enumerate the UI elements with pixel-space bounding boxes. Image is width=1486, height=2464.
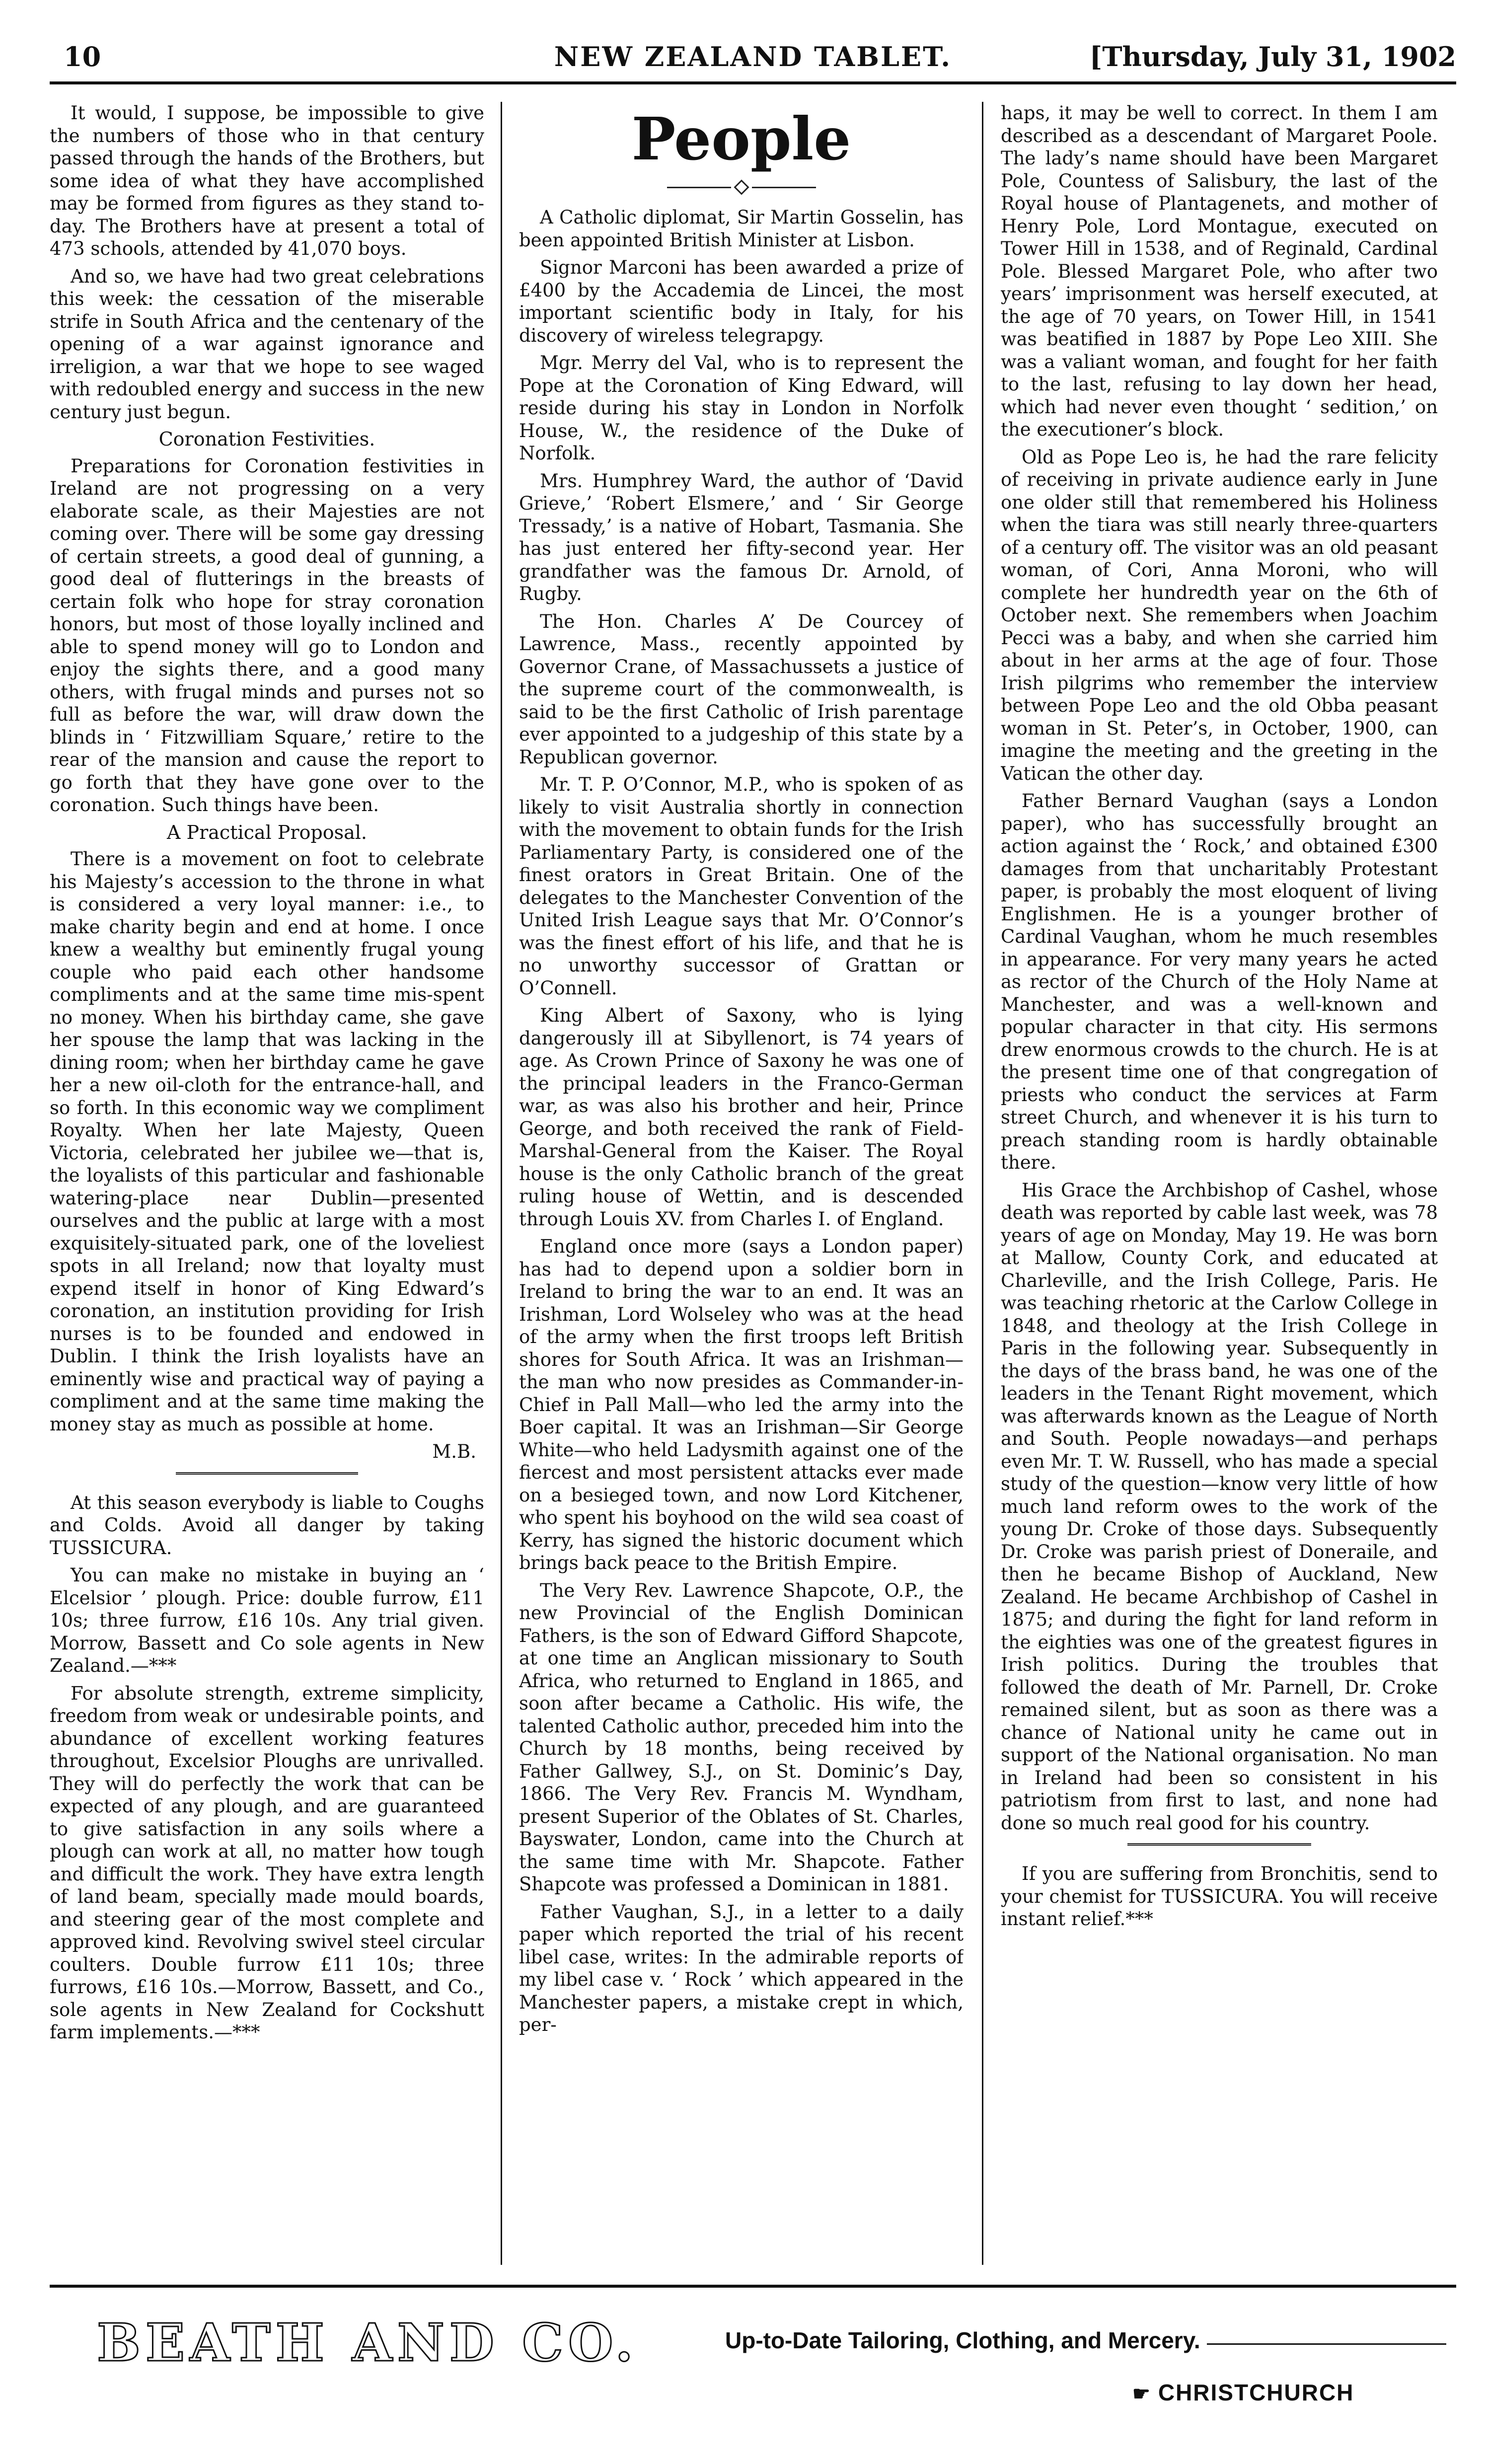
people-item: Mrs. Humphrey Ward, the author of ‘David Grieve,’ ‘Robert Elsmere,’ and ‘ Sir George Tressady,’ is a native of Hobart, Tasmania. She has just entered her fifty-second year. Her grandfather was the famous Dr. Arnold, of Rugby. bbox=[519, 470, 964, 604]
people-item: The Very Rev. Lawrence Shapcote, O.P., the new Provincial of the English Dominican Fathers, is the son of Edward Gifford Shapcote, at one time an Anglican missionary to South Africa, who returned to England in 1865, and soon after became a Catholic. His wife, the talented Catholic author, preceded him into the Church by 18 months, being received by Father Gallwey, S.J., on St. Dominic’s Day, 1866. The Very Rev. Francis M. Wyndham, present Superior of the Oblates of St. Charles, Bayswater, London, came into the Church at the same time with Mr. Shapcote. Father Shapcote was professed a Dominican in 1881. bbox=[519, 1579, 964, 1895]
diamond-ornament bbox=[734, 179, 749, 195]
people-item: His Grace the Archbishop of Cashel, whose death was reported by cable last week, was 78 years of age on Monday, May 19. He was born at Mallow, County Cork, and educated at Charleville, and the Irish College, Paris. He was teaching rhetoric at the Carlow College in 1848, and theology at the Irish College in Paris in the following year. Subsequently in the days of the brass band, he was one of the leaders in the Tenant Right movement, which was afterwards known as the League of North and South. People nowadays—and perhaps even Mr. T. W. Russell, who has made a special study of the question—know very little of how much land reform owes to the work of the young Dr. Croke of those days. Subsequently Dr. Croke was parish priest of Doneraile, and then he became Bishop of Auckland, New Zealand. He became Archbishop of Cashel in 1875; and during the fight for land reform in the eighties was one of the greatest figures in Irish politics. During the troubles that followed the death of Mr. Parnell, Dr. Croke remained silent, but as soon as there was a chance of National unity he came out in support of the National organisation. No man in Ireland had been so consistent in his patriotism from first to last, and none had done so much real good for his country. bbox=[1001, 1179, 1438, 1834]
article-paragraph: Preparations for Coronation festivities in Ireland are not progressing on a very elaborate scale, as their Majesties are not coming over. There will be some gay dressing of certain streets, a good deal of gunning, a good deal of flutterings in the breasts of certain folk who hope for stray coronation honors, but most of those loyally inclined and able to spend money will go to London and enjoy the sights there, and a good many others, with frugal minds and purses not so full as before the war, will draw down the blinds in ‘ Fitzwilliam Square,’ retire to the rear of the mansion and cause the report to go forth that they have gone over to the coronation. Such things have been. bbox=[50, 455, 484, 816]
article-paragraph: There is a movement on foot to celebrate his Majesty’s accession to the throne in what is considered a very loyal manner: i.e., to make charity begin and end at home. I once knew a wealthy but eminently frugal young couple who paid each other handsome compliments and at the same time mis-spent no money. When his birthday came, she gave her spouse the lamp that was lacking in the dining room; when her birthday came he gave her a new oil-cloth for the entrance-hall, and so forth. In this economic way we compliment Royalty. When her late Majesty, Queen Victoria, celebrated her jubilee we—that is, the loyalists of this particular and fashionable watering-place near Dublin—presented ourselves and the public at large with a most exquisitely-situated park, one of the loveliest spots in all Ireland; now that loyalty must expend itself in honor of King Edward’s coronation, an institution providing for Irish nurses is to be founded and endowed in Dublin. I think the Irish loyalists have an eminently wise and practical way of paying a compliment and at the same time making the money stay as much as possible at home. bbox=[50, 848, 484, 1435]
advertiser-city: CHRISTCHURCH bbox=[1158, 2380, 1354, 2405]
column-right bbox=[1001, 102, 1438, 2265]
people-heading-block bbox=[519, 102, 964, 206]
column-left bbox=[50, 102, 484, 2265]
article-paragraph: It would, I suppose, be impossible to give the numbers of those who in that century passed through the hands of the Brothers, but some idea of what they have accomplished may be formed from figures as they stand to-day. The Brothers have at present a total of 473 schools, attended by 41,070 boys. bbox=[50, 102, 484, 259]
publication-title: NEW ZEALAND TABLET. bbox=[554, 41, 952, 73]
footer-rule bbox=[50, 2285, 1456, 2288]
people-item: King Albert of Saxony, who is lying dangerously ill at Sibyllenort, is 74 years of age. As Crown Prince of Saxony he was one of the principal leaders in the Franco-German war, as was also his brother and heir, Prince George, and both received the rank of Field-Marshal-General from the Kaiser. The Royal house is the only Catholic branch of the great ruling house of Wettin, and is descended through Louis XV. from Charles I. of England. bbox=[519, 1005, 964, 1230]
page-number: 10 bbox=[64, 41, 101, 73]
people-item-continued: haps, it may be well to correct. In them I am described as a descendant of Margaret Poole. The lady’s name should have been Margaret Pole, Countess of Salisbury, the last of the Royal house of Plantagenets, and mother of Henry Pole, Lord Montague, executed on Tower Hill in 1538, and of Reginald, Cardinal Pole. Blessed Margaret Pole, who after two years’ imprisonment was herself executed, at the age of 70 years, on Tower Hill, in 1541 was beatified in 1887 by Pope Leo XIII. She was a valiant woman, and fought for her faith to the last, refusing to lay down her head, which had never even thought ‘ sedition,’ on the executioner’s block. bbox=[1001, 102, 1438, 440]
people-item: Mgr. Merry del Val, who is to represent the Pope at the Coronation of King Edward, will reside during his stay in London in Norfolk House, W., the residence of the Duke of Norfolk. bbox=[519, 352, 964, 464]
ornamental-rule bbox=[1127, 1843, 1311, 1846]
advertisement-plough-price: You can make no mistake in buying an ‘ Elcelsior ’ plough. Price: double furrow, £11 10s; three furrow, £16 10s. Any trial given. Morrow, Bassett and Co sole agents in New Zealand.—*** bbox=[50, 1565, 484, 1676]
people-item: Mr. T. P. O’Connor, M.P., who is spoken of as likely to visit Australia shortly in connection with the movement to obtain funds for the Irish Parliamentary Party, is considered one of the finest orators in Great Britain. One of the delegates to the Manchester Convention of the United Irish League says that Mr. O’Connor’s was the finest effort of his life, and that he is no unworthy successor of Grattan or O’Connell. bbox=[519, 774, 964, 999]
column-middle bbox=[519, 102, 964, 2265]
section-heading: People bbox=[631, 104, 851, 173]
people-item: The Hon. Charles A’ De Courcey of Lawrence, Mass., recently appointed by Governor Crane, of Massachussets a justice of the supreme court of the commonwealth, is said to be the first Catholic of Irish parentage ever appointed to a judgeship of this state by a Republican governor. bbox=[519, 610, 964, 768]
subheading-coronation: Coronation Festivities. bbox=[158, 428, 375, 450]
footer-line bbox=[1207, 2343, 1446, 2345]
advertisement-tussicura: If you are suffering from Bronchitis, send to your chemist for TUSSICURA. You will receive instant relief.*** bbox=[1001, 1863, 1438, 1930]
people-item: Old as Pope Leo is, he had the rare felicity of receiving in private audience early in June one older still that remembered his Holiness when the tiara was still nearly three-quarters of a century off. The visitor was an old peasant woman, of Cori, Anna Moroni, who will complete her hundredth year on the 6th of October next. She remembers when Joachim Pecci was a baby, and when she carried him about in her arms at the age of four. Those Irish pilgrims who remember the interview between Pope Leo and the old Obba peasant woman in St. Peter’s, in October, 1900, can imagine the meeting and the greeting in the Vatican the other day. bbox=[1001, 446, 1438, 784]
page-header bbox=[50, 30, 1456, 84]
header-rule bbox=[50, 81, 1456, 84]
column-divider bbox=[501, 102, 502, 2265]
subheading-proposal: A Practical Proposal. bbox=[167, 821, 367, 843]
heading-ornament bbox=[667, 182, 816, 192]
people-item: England once more (says a London paper) has had to depend upon a soldier born in Ireland to bring the war to an end. It was an Irishman, Lord Wolseley who was at the head of the army when the first troops left British shores for South Africa. It was an Irishman—the man who now presides as Commander-in-Chief in Pall Mall—who led the army into the Boer capital. It was an Irishman—Sir George White—who held Ladysmith against one of the fiercest and most persistent attacks ever made on a besieged town, and now Lord Kitchener, who spent his boyhood on the wild sea coast of Kerry, has signed the historic document which brings back peace to the British Empire. bbox=[519, 1236, 964, 1573]
column-divider bbox=[982, 102, 983, 2265]
people-item: Father Bernard Vaughan (says a London paper), who has successfully brought an action against the ‘ Rock,’ and obtained £300 damages from that uncharitably Protestant paper, is probably the most eloquent of living Englishmen. He is a younger brother of Cardinal Vaughan, whom he much resembles in appearance. For very many years he acted as rector of the Church of the Holy Name at Manchester, and was a well-known and popular character in that city. His sermons drew enormous crowds to the church. He is at the present time one of that congregation of priests who conduct the services at Farm street Church, and whenever it is his turn to preach standing room is hardly obtainable there. bbox=[1001, 790, 1438, 1173]
advertiser-city-block bbox=[1132, 2379, 1354, 2406]
advertiser-brand: BEATH AND CO. bbox=[97, 2312, 638, 2373]
people-item: Father Vaughan, S.J., in a letter to a daily paper which reported the trial of his recent libel case, writes: In the admirable reports of my libel case v. ‘ Rock ’ which appeared in the Manchester papers, a mistake crept in which, per- bbox=[519, 1901, 964, 2035]
people-item: A Catholic diplomat, Sir Martin Gosselin, has been appointed British Minister at Lisbon. bbox=[519, 207, 964, 251]
advertisement-tussicura: At this season everybody is liable to Coughs and Colds. Avoid all danger by taking TUSSICURA. bbox=[50, 1492, 484, 1559]
article-paragraph: And so, we have had two great celebrations this week: the cessation of the miserable strife in South Africa and the centenary of the opening of a war against ignorance and irreligion, a war that we hope to see waged with redoubled energy and success in the new century just begun. bbox=[50, 265, 484, 423]
page-footer-advert bbox=[50, 2285, 1456, 2444]
pointing-hand-icon: ☛ bbox=[1132, 2383, 1151, 2405]
ornamental-rule bbox=[176, 1472, 359, 1475]
advertiser-tagline: Up-to-Date Tailoring, Clothing, and Mercery. bbox=[725, 2327, 1200, 2353]
issue-date: [Thursday, July 31, 1902 bbox=[1089, 41, 1456, 73]
advertisement-excelsior: For absolute strength, extreme simplicity, freedom from weak or undesirable points, and abundance of excellent working features throughout, Excelsior Ploughs are unrivalled. They will do perfectly the work that can be expected of any plough, and are guaranteed to give satisfaction in any soils where a plough can work at all, no matter how tough and difficult the work. They have extra length of land beam, specially made mould boards, and steering gear of the most complete and approved kind. Revolving swivel steel circular coulters. Double furrow £11 10s; three furrows, £16 10s.—Morrow, Bassett, and Co., sole agents in New Zealand for Cockshutt farm implements.—*** bbox=[50, 1682, 484, 2043]
author-signature: M.B. bbox=[432, 1441, 476, 1462]
people-item: Signor Marconi has been awarded a prize of £400 by the Accademia de Lincei, the most important scientific body in Italy, for his discovery of wireless telegrapgy. bbox=[519, 257, 964, 346]
